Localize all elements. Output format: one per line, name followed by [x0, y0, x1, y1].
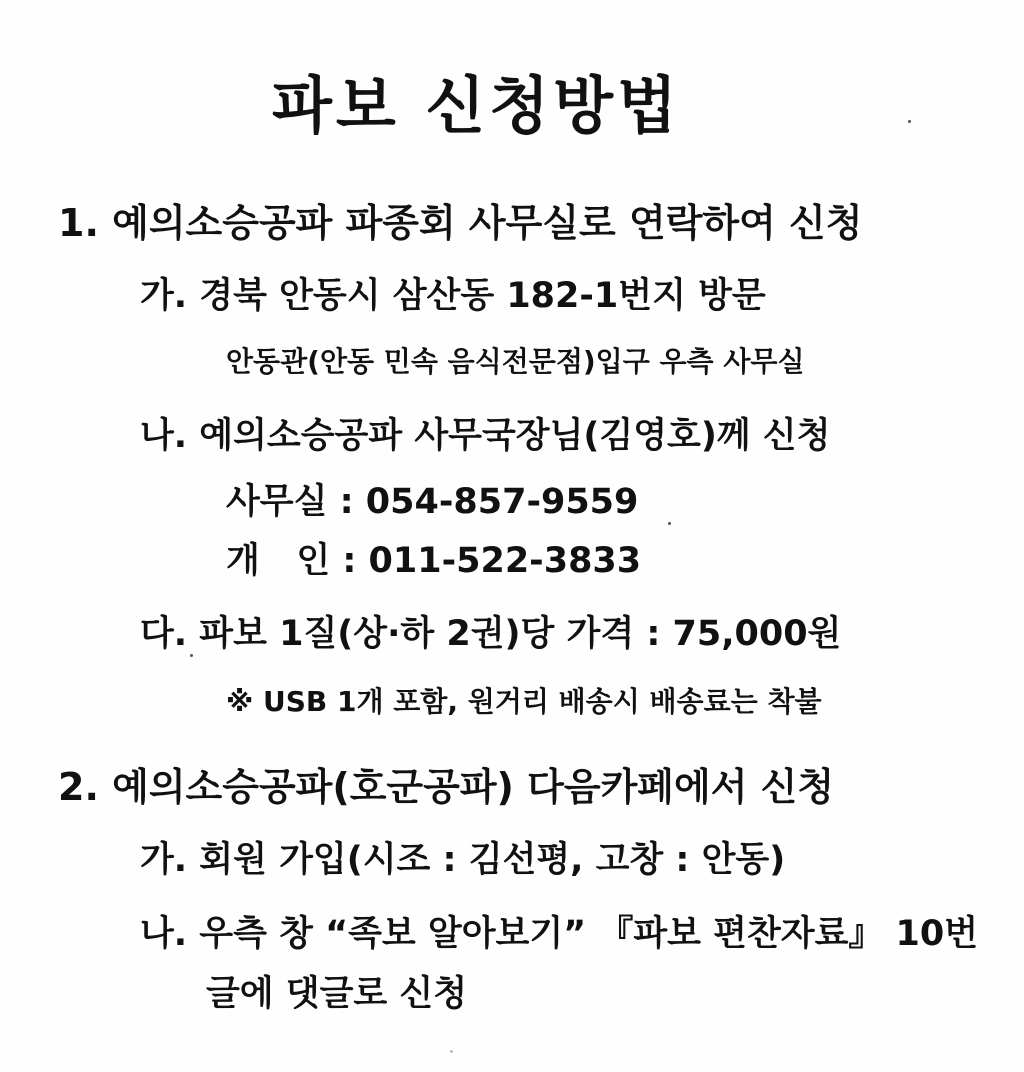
section-2-heading: 2. 예의소승공파(호군공파) 다음카페에서 신청 — [58, 765, 835, 809]
section-2-item-na-continued: 글에 댓글로 신청 — [206, 974, 468, 1014]
scan-speck — [908, 120, 911, 123]
section-2-item-ga: 가. 회원 가입(시조 : 김선평, 고창 : 안동) — [140, 840, 786, 880]
section-1-item-na: 나. 예의소승공파 사무국장님(김영호)께 신청 — [140, 416, 831, 456]
scan-speck — [190, 654, 193, 657]
section-1-item-da: 다. 파보 1질(상·하 2권)당 가격 : 75,000원 — [140, 614, 842, 654]
section-1-heading: 1. 예의소승공파 파종회 사무실로 연락하여 신청 — [58, 201, 863, 245]
section-1-item-ga-detail: 안동관(안동 민속 음식전문점)입구 우측 사무실 — [226, 345, 805, 378]
scan-speck — [668, 522, 671, 525]
shipping-note: ※ USB 1개 포함, 원거리 배송시 배송료는 착불 — [226, 685, 822, 718]
document-title: 파보 신청방법 — [272, 69, 681, 142]
office-phone: 사무실 : 054-857-9559 — [226, 482, 639, 522]
section-2-item-na: 나. 우측 창 “족보 알아보기” 『파보 편찬자료』 10번 — [140, 914, 979, 954]
scan-speck — [450, 1050, 453, 1053]
personal-phone: 개 인 : 011-522-3833 — [226, 541, 642, 581]
section-1-item-ga: 가. 경북 안동시 삼산동 182-1번지 방문 — [140, 276, 766, 316]
